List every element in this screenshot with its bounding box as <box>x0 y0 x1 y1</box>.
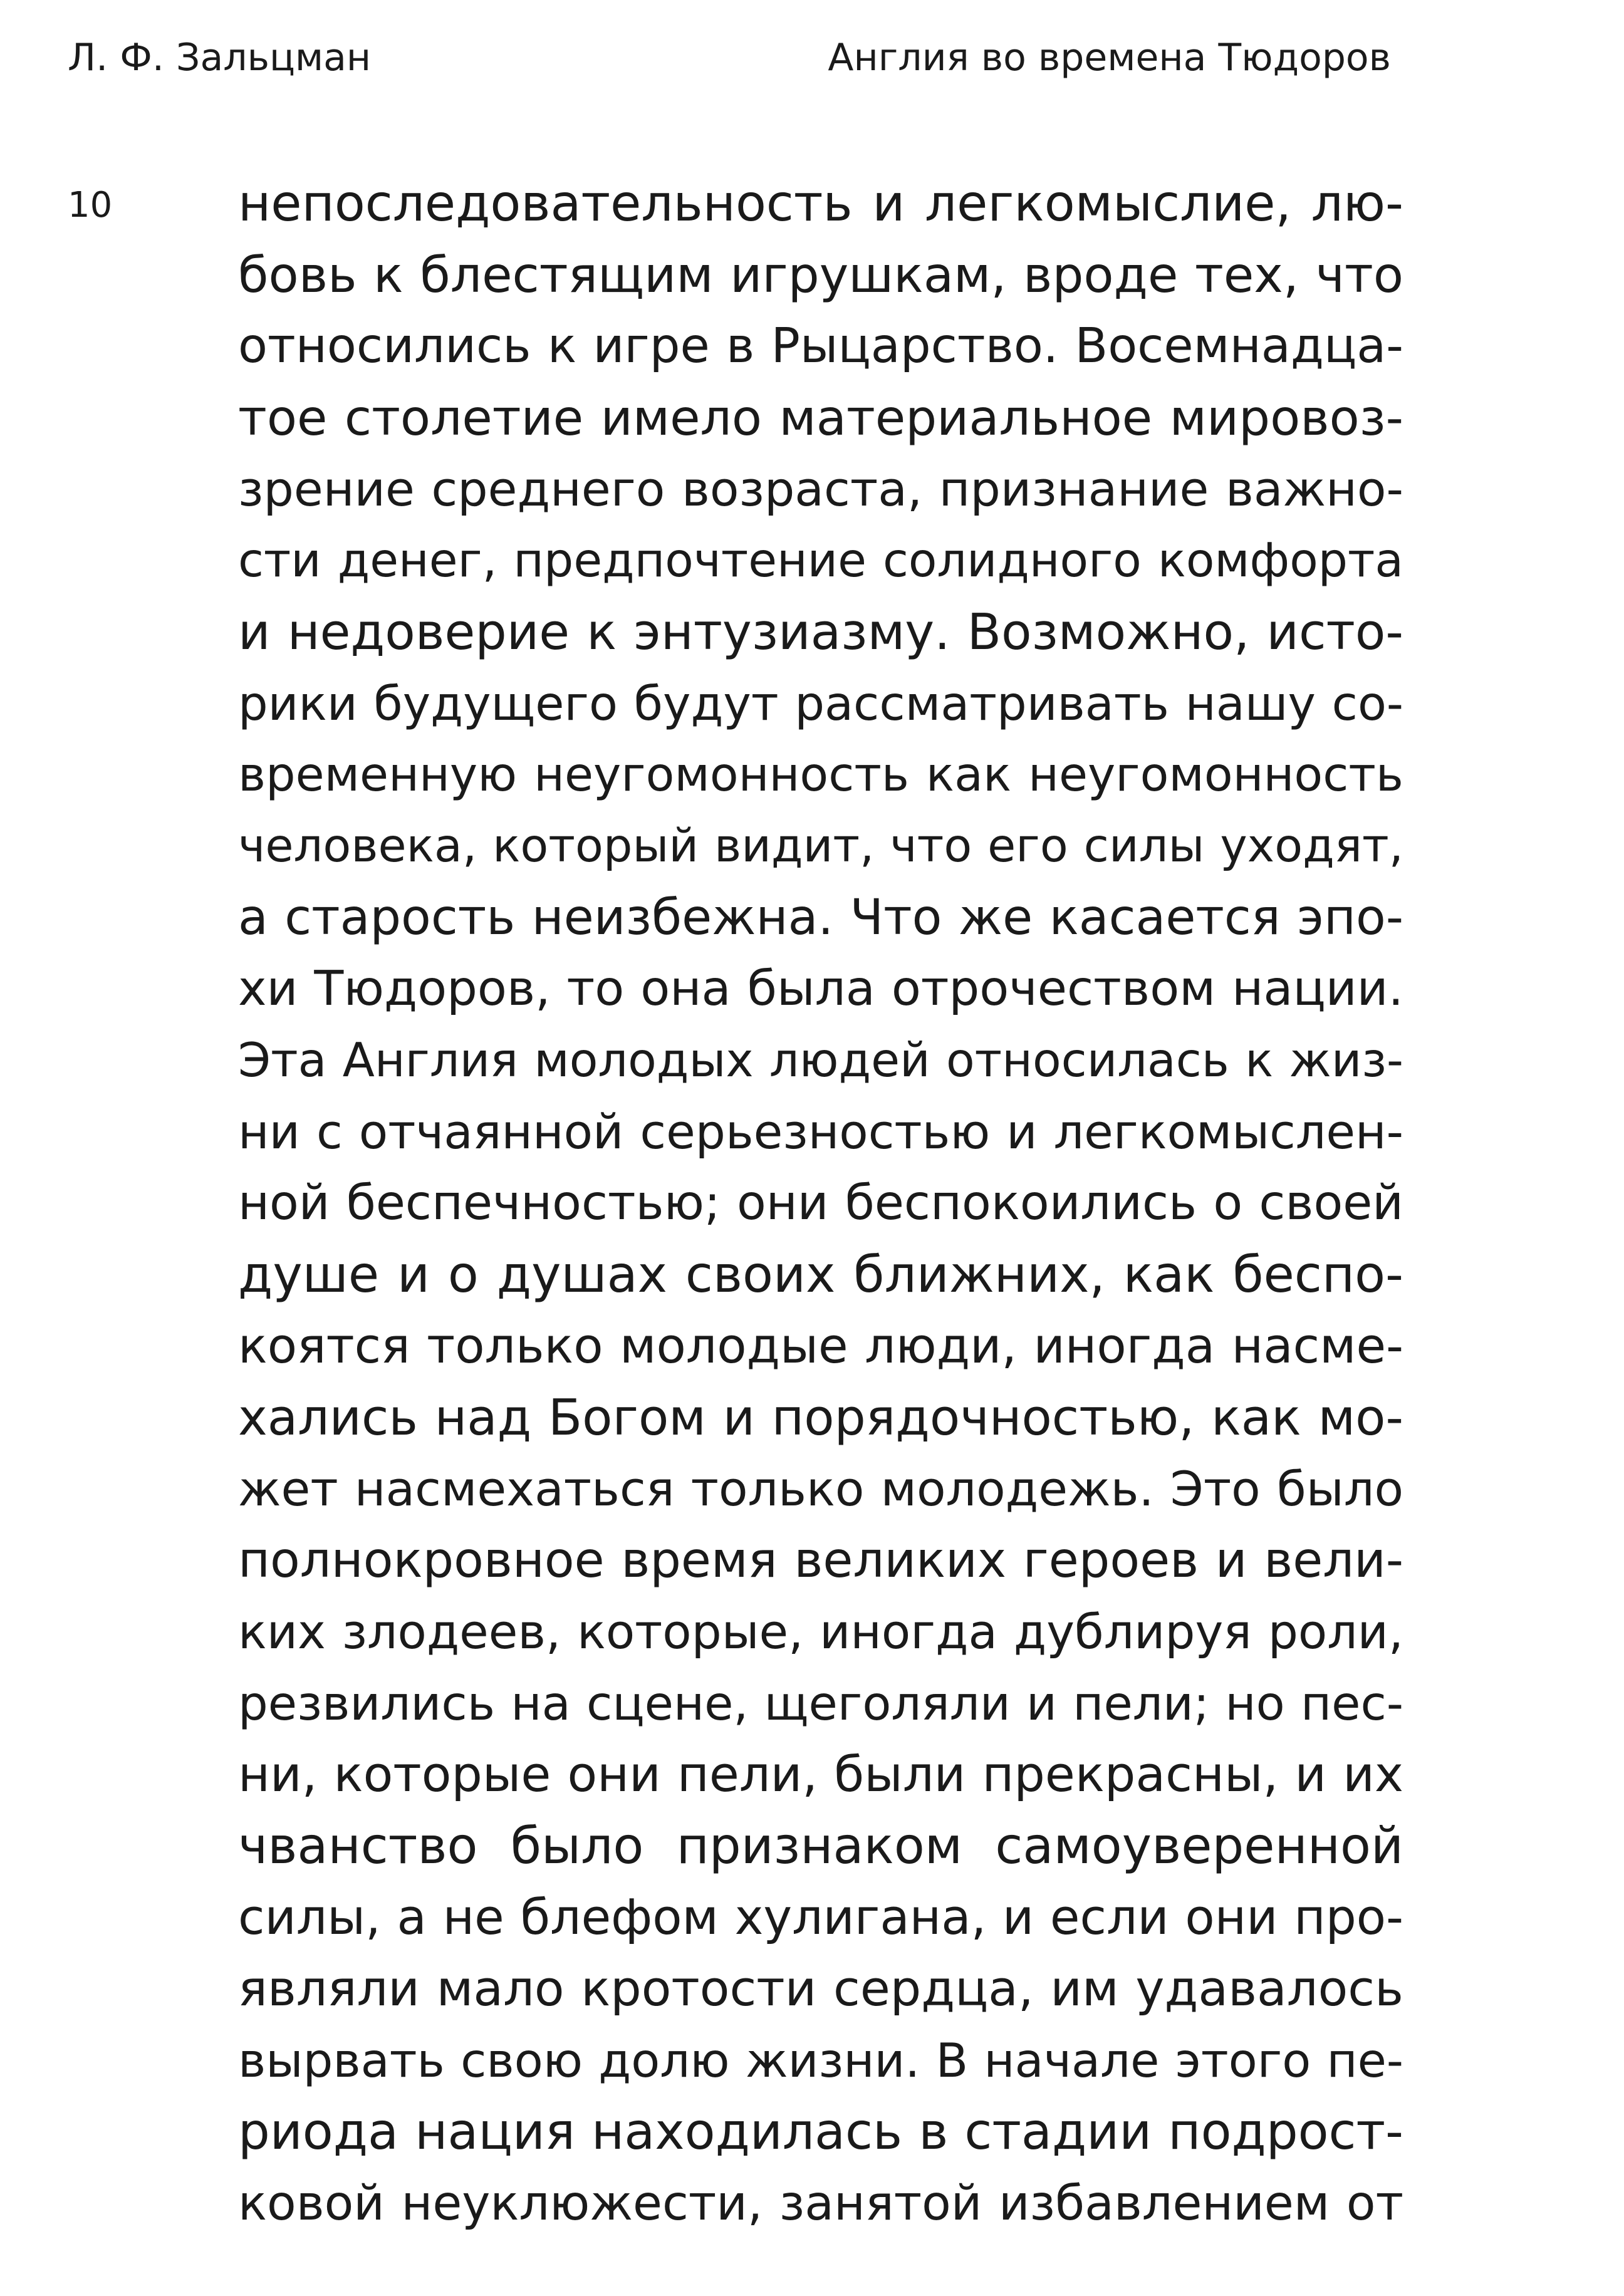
text-line: вырвать свою долю жизни. В начале этого пе- <box>238 2033 1403 2088</box>
text-line: ковой неуклюжести, занятой избавлением от <box>238 2175 1403 2231</box>
text-line: тое столетие имело материальное мировоз- <box>238 389 1403 447</box>
text-line: зрение среднего возраста, признание важно- <box>238 461 1403 517</box>
text-line: и недоверие к энтузиазму. Возможно, исто- <box>238 603 1403 661</box>
text-line: ни, которые они пели, были прекрасны, и их <box>238 1747 1403 1803</box>
text-line: резвились на сцене, щеголяли и пели; но пес- <box>238 1676 1403 1731</box>
text-line: а старость неизбежна. Что же касается эпо- <box>238 890 1403 946</box>
text-line: жет насмехаться только молодежь. Это было <box>238 1461 1403 1517</box>
text-line: хались над Богом и порядочностью, как мо- <box>238 1389 1403 1447</box>
text-line: являли мало кротости сердца, им удавалось <box>238 1961 1403 2017</box>
text-line: Эта Англия молодых людей относилась к жиз- <box>238 1033 1403 1088</box>
page-number: 10 <box>68 185 113 226</box>
text-line: риода нация находилась в стадии подрост- <box>238 2102 1403 2161</box>
text-line: полнокровное время великих героев и вели- <box>238 1532 1403 1589</box>
text-line: относились к игре в Рыцарство. Восемнадца- <box>238 318 1403 374</box>
running-header <box>68 33 1391 83</box>
body-text <box>238 168 1403 2239</box>
text-line: ной беспечностью; они беспокоились о своей <box>238 1175 1403 1231</box>
text-line: чванство было признаком самоуверенной <box>238 1817 1403 1875</box>
header-author: Л. Ф. Зальцман <box>68 36 372 80</box>
text-line: силы, а не блефом хулигана, и если они про- <box>238 1889 1403 1946</box>
text-line: человека, который видит, что его силы уходят, <box>238 819 1403 873</box>
text-line: временную неугомонность как неугомонность <box>238 747 1403 802</box>
text-line: ни с отчаянной серьезностью и легкомыслен- <box>238 1104 1403 1160</box>
text-line: ких злодеев, которые, иногда дублируя роли, <box>238 1604 1403 1660</box>
text-line: непоследовательность и легкомыслие, лю- <box>238 174 1403 232</box>
text-line: бовь к блестящим игрушкам, вроде тех, что <box>238 246 1403 304</box>
header-book-title: Англия во времена Тюдоров <box>828 36 1391 80</box>
text-line: коятся только молодые люди, иногда насме- <box>238 1318 1403 1374</box>
text-line: хи Тюдоров, то она была отрочеством нации. <box>238 961 1403 1017</box>
text-line: рики будущего будут рассматривать нашу со- <box>238 676 1403 731</box>
text-line: сти денег, предпочтение солидного комфорта <box>238 533 1403 588</box>
text-line: душе и о душах своих ближних, как беспо- <box>238 1245 1403 1304</box>
